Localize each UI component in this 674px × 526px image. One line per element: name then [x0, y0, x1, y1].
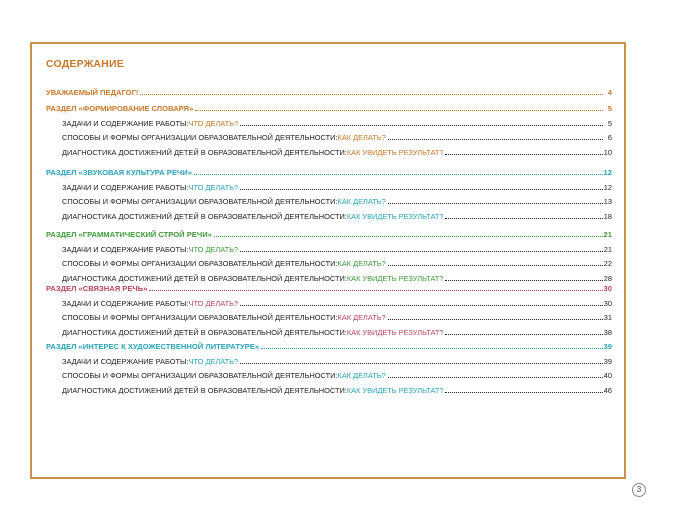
toc-subsection-question: ЧТО ДЕЛАТЬ? — [188, 118, 239, 128]
toc-page-number: 12 — [603, 182, 612, 192]
toc-section-row[interactable] — [46, 226, 612, 239]
toc-leader — [240, 251, 603, 252]
toc-leader — [214, 236, 603, 237]
toc-subsection-question: КАК УВИДЕТЬ РЕЗУЛЬТАТ? — [346, 147, 444, 157]
toc-title: СОДЕРЖАНИЕ — [46, 58, 124, 70]
toc-page-number: 39 — [603, 342, 612, 351]
toc-section-row[interactable] — [46, 100, 612, 113]
toc-leader — [388, 265, 603, 266]
toc-subsection-text: ЗАДАЧИ И СОДЕРЖАНИЕ РАБОТЫ: — [62, 182, 189, 192]
toc-page-number: 46 — [603, 385, 612, 395]
toc-page-number: 18 — [603, 211, 612, 221]
toc-subsection-row[interactable] — [46, 241, 612, 254]
toc-subsection-row[interactable] — [46, 367, 612, 380]
toc-subsection-question: КАК УВИДЕТЬ РЕЗУЛЬТАТ? — [346, 211, 444, 221]
toc-section-label: РАЗДЕЛ «ФОРМИРОВАНИЕ СЛОВАРЯ» — [46, 104, 194, 113]
toc-subsection-text: СПОСОБЫ И ФОРМЫ ОРГАНИЗАЦИИ ОБРАЗОВАТЕЛЬНОЙ ДЕЯТЕЛЬНОСТИ: — [62, 371, 338, 381]
toc-subsection-row[interactable] — [46, 309, 612, 322]
toc-subsection-text: ЗАДАЧИ И СОДЕРЖАНИЕ РАБОТЫ: — [62, 244, 189, 254]
toc-subsection-row[interactable] — [46, 382, 612, 395]
toc-page-number: 12 — [603, 168, 612, 177]
toc-subsection-question: ЧТО ДЕЛАТЬ? — [188, 298, 239, 308]
toc-leader — [149, 290, 602, 291]
toc-page-number: 6 — [607, 133, 612, 143]
toc-subsection-question: КАК ДЕЛАТЬ? — [337, 313, 386, 323]
toc-section-label: РАЗДЕЛ «СВЯЗНАЯ РЕЧЬ» — [46, 284, 148, 293]
toc-subsection-question: КАК УВИДЕТЬ РЕЗУЛЬТАТ? — [346, 385, 444, 395]
toc-subsection-question: КАК ДЕЛАТЬ? — [337, 133, 386, 143]
toc-leader — [388, 377, 603, 378]
toc-leader — [240, 363, 603, 364]
toc-subsection-question: КАК ДЕЛАТЬ? — [337, 259, 386, 269]
toc-subsection-question: КАК УВИДЕТЬ РЕЗУЛЬТАТ? — [346, 273, 444, 283]
toc-leader — [240, 189, 603, 190]
toc-leader — [140, 94, 603, 95]
toc-leader — [240, 305, 603, 306]
toc-subsection-text: СПОСОБЫ И ФОРМЫ ОРГАНИЗАЦИИ ОБРАЗОВАТЕЛЬНОЙ ДЕЯТЕЛЬНОСТИ: — [62, 313, 338, 323]
toc-page-number: 10 — [603, 147, 612, 157]
toc-subsection-question: ЧТО ДЕЛАТЬ? — [188, 182, 239, 192]
toc-subsection-row[interactable] — [46, 115, 612, 128]
toc-subsection-question: КАК УВИДЕТЬ РЕЗУЛЬТАТ? — [346, 327, 444, 337]
toc-leader — [445, 218, 602, 219]
toc-subsection-row[interactable] — [46, 295, 612, 308]
toc-subsection-text: ДИАГНОСТИКА ДОСТИЖЕНИЙ ДЕТЕЙ В ОБРАЗОВАТЕЛЬНОЙ ДЕЯТЕЛЬНОСТИ: — [62, 385, 347, 395]
toc-page-number: 4 — [607, 88, 612, 97]
toc-subsection-text: ЗАДАЧИ И СОДЕРЖАНИЕ РАБОТЫ: — [62, 118, 189, 128]
toc-subsection-text: ЗАДАЧИ И СОДЕРЖАНИЕ РАБОТЫ: — [62, 356, 189, 366]
toc-subsection-row[interactable] — [46, 208, 612, 221]
toc-subsection-row[interactable] — [46, 255, 612, 268]
toc-page-number: 13 — [603, 197, 612, 207]
toc-subsection-question: ЧТО ДЕЛАТЬ? — [188, 356, 239, 366]
toc-section-row[interactable] — [46, 338, 612, 351]
toc-leader — [445, 154, 602, 155]
toc-page-number: 22 — [603, 259, 612, 269]
toc-subsection-row[interactable] — [46, 179, 612, 192]
toc-section-row[interactable] — [46, 280, 612, 293]
toc-page-number: 28 — [603, 273, 612, 283]
toc-section-row[interactable] — [46, 164, 612, 177]
toc-subsection-text: СПОСОБЫ И ФОРМЫ ОРГАНИЗАЦИИ ОБРАЗОВАТЕЛЬНОЙ ДЕЯТЕЛЬНОСТИ: — [62, 133, 338, 143]
page-number: 3 — [632, 483, 646, 497]
toc-leader — [388, 139, 603, 140]
toc-subsection-row[interactable] — [46, 129, 612, 142]
toc-subsection-row[interactable] — [46, 144, 612, 157]
toc-page-number: 5 — [607, 104, 612, 113]
toc-subsection-text: ДИАГНОСТИКА ДОСТИЖЕНИЙ ДЕТЕЙ В ОБРАЗОВАТЕЛЬНОЙ ДЕЯТЕЛЬНОСТИ: — [62, 147, 347, 157]
toc-page-number: 38 — [603, 327, 612, 337]
toc-subsection-row[interactable] — [46, 193, 612, 206]
toc-page-number: 21 — [603, 244, 612, 254]
toc-page-number: 21 — [603, 230, 612, 239]
toc-subsection-row[interactable] — [46, 353, 612, 366]
toc-subsection-question: ЧТО ДЕЛАТЬ? — [188, 244, 239, 254]
toc-leader — [240, 125, 603, 126]
toc-leader — [388, 319, 603, 320]
toc-page-number: 30 — [603, 284, 612, 293]
toc-subsection-text: ДИАГНОСТИКА ДОСТИЖЕНИЙ ДЕТЕЙ В ОБРАЗОВАТЕЛЬНОЙ ДЕЯТЕЛЬНОСТИ: — [62, 273, 347, 283]
toc-subsection-row[interactable] — [46, 324, 612, 337]
toc-subsection-text: ДИАГНОСТИКА ДОСТИЖЕНИЙ ДЕТЕЙ В ОБРАЗОВАТЕЛЬНОЙ ДЕЯТЕЛЬНОСТИ: — [62, 211, 347, 221]
toc-leader — [388, 203, 603, 204]
toc-page-number: 30 — [603, 298, 612, 308]
toc-intro-label: УВАЖАЕМЫЙ ПЕДАГОГ! — [46, 88, 139, 97]
toc-leader — [194, 174, 603, 175]
toc-leader — [261, 348, 602, 349]
toc-subsection-text: ДИАГНОСТИКА ДОСТИЖЕНИЙ ДЕТЕЙ В ОБРАЗОВАТЕЛЬНОЙ ДЕЯТЕЛЬНОСТИ: — [62, 327, 347, 337]
toc-page-number: 40 — [603, 371, 612, 381]
toc-subsection-text: СПОСОБЫ И ФОРМЫ ОРГАНИЗАЦИИ ОБРАЗОВАТЕЛЬНОЙ ДЕЯТЕЛЬНОСТИ: — [62, 197, 338, 207]
toc-page-number: 5 — [607, 118, 612, 128]
toc-subsection-question: КАК ДЕЛАТЬ? — [337, 197, 386, 207]
toc-page-number: 31 — [603, 313, 612, 323]
toc-subsection-question: КАК ДЕЛАТЬ? — [337, 371, 386, 381]
toc-section-label: РАЗДЕЛ «ЗВУКОВАЯ КУЛЬТУРА РЕЧИ» — [46, 168, 192, 177]
toc-subsection-text: СПОСОБЫ И ФОРМЫ ОРГАНИЗАЦИИ ОБРАЗОВАТЕЛЬНОЙ ДЕЯТЕЛЬНОСТИ: — [62, 259, 338, 269]
toc-section-label: РАЗДЕЛ «ГРАММАТИЧЕСКИЙ СТРОЙ РЕЧИ» — [46, 230, 212, 239]
toc-intro-row[interactable] — [46, 84, 612, 97]
toc-page-number: 39 — [603, 356, 612, 366]
toc-subsection-text: ЗАДАЧИ И СОДЕРЖАНИЕ РАБОТЫ: — [62, 298, 189, 308]
toc-leader — [445, 334, 602, 335]
toc-leader — [445, 392, 602, 393]
toc-section-label: РАЗДЕЛ «ИНТЕРЕС К ХУДОЖЕСТВЕННОЙ ЛИТЕРАТУРЕ» — [46, 342, 260, 351]
toc-leader — [195, 110, 603, 111]
